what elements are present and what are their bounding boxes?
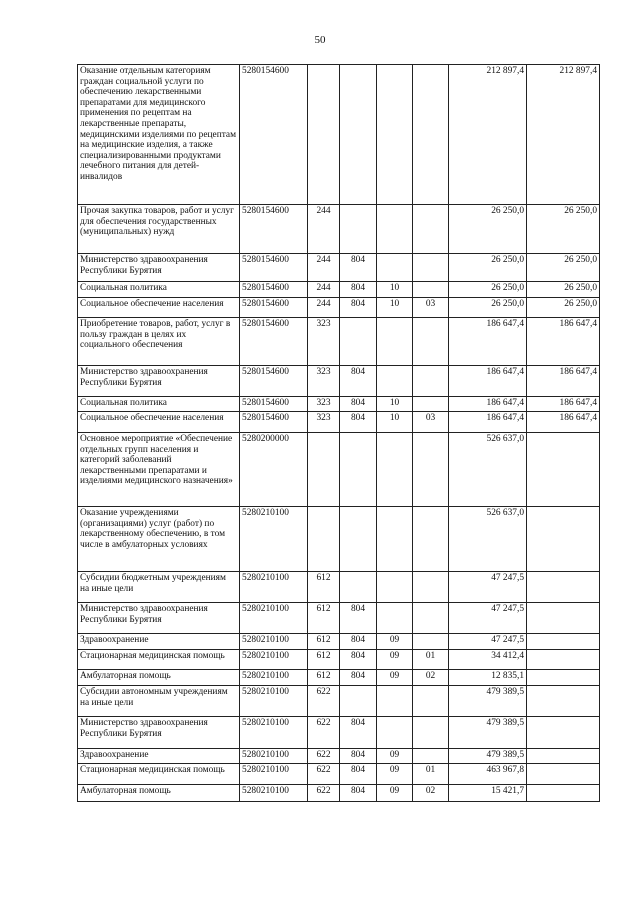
- administrator-code-cell: [340, 507, 377, 572]
- amount-cell-1: 34 412,4: [449, 650, 527, 670]
- expense-type-code-cell: [308, 507, 340, 572]
- row-name-cell: Амбулаторная помощь: [78, 785, 240, 802]
- amount-cell-1: 47 247,5: [449, 603, 527, 634]
- section-code-cell: 09: [377, 785, 413, 802]
- target-article-code-cell: 5280200000: [240, 433, 308, 507]
- table-row: [78, 282, 600, 298]
- amount-cell-1: 47 247,5: [449, 572, 527, 603]
- expense-type-code-cell: 622: [308, 764, 340, 785]
- expense-type-code-cell: 622: [308, 686, 340, 717]
- administrator-code-cell: 804: [340, 254, 377, 282]
- row-name-cell: Стационарная медицинская помощь: [78, 650, 240, 670]
- subsection-code-cell: [413, 686, 449, 717]
- row-name-cell: Социальное обеспечение населения: [78, 298, 240, 318]
- row-name-cell: Министерство здравоохранения Республики Бурятия: [78, 603, 240, 634]
- target-article-code-cell: 5280154600: [240, 65, 308, 205]
- section-code-cell: [377, 205, 413, 254]
- administrator-code-cell: 804: [340, 634, 377, 650]
- administrator-code-cell: 804: [340, 282, 377, 298]
- expense-type-code-cell: [308, 65, 340, 205]
- table-row: [78, 433, 600, 507]
- amount-cell-2: [527, 686, 600, 717]
- subsection-code-cell: [413, 507, 449, 572]
- expense-type-code-cell: 622: [308, 717, 340, 749]
- amount-cell-1: 26 250,0: [449, 254, 527, 282]
- subsection-code-cell: 02: [413, 670, 449, 686]
- expense-type-code-cell: 244: [308, 282, 340, 298]
- administrator-code-cell: 804: [340, 298, 377, 318]
- expense-type-code-cell: 244: [308, 298, 340, 318]
- expense-type-code-cell: 612: [308, 603, 340, 634]
- amount-cell-2: [527, 634, 600, 650]
- target-article-code-cell: 5280154600: [240, 298, 308, 318]
- subsection-code-cell: [413, 749, 449, 764]
- amount-cell-2: 26 250,0: [527, 282, 600, 298]
- amount-cell-1: 479 389,5: [449, 686, 527, 717]
- amount-cell-2: [527, 507, 600, 572]
- table-row: [78, 507, 600, 572]
- row-name-cell: Здравоохранение: [78, 749, 240, 764]
- table-row: [78, 634, 600, 650]
- expense-type-code-cell: 244: [308, 254, 340, 282]
- section-code-cell: 10: [377, 298, 413, 318]
- administrator-code-cell: 804: [340, 749, 377, 764]
- administrator-code-cell: 804: [340, 670, 377, 686]
- amount-cell-2: 26 250,0: [527, 205, 600, 254]
- expense-type-code-cell: 323: [308, 412, 340, 433]
- subsection-code-cell: [413, 603, 449, 634]
- target-article-code-cell: 5280210100: [240, 764, 308, 785]
- subsection-code-cell: 03: [413, 298, 449, 318]
- administrator-code-cell: [340, 572, 377, 603]
- expense-type-code-cell: 323: [308, 318, 340, 366]
- administrator-code-cell: 804: [340, 764, 377, 785]
- administrator-code-cell: 804: [340, 603, 377, 634]
- subsection-code-cell: [413, 254, 449, 282]
- expense-type-code-cell: 612: [308, 572, 340, 603]
- section-code-cell: [377, 572, 413, 603]
- amount-cell-2: 186 647,4: [527, 318, 600, 366]
- section-code-cell: 09: [377, 749, 413, 764]
- table-row: [78, 686, 600, 717]
- row-name-cell: Министерство здравоохранения Республики Бурятия: [78, 366, 240, 397]
- administrator-code-cell: [340, 433, 377, 507]
- target-article-code-cell: 5280154600: [240, 397, 308, 412]
- row-name-cell: Субсидии бюджетным учреждениям на иные цели: [78, 572, 240, 603]
- amount-cell-2: [527, 764, 600, 785]
- expense-type-code-cell: 622: [308, 785, 340, 802]
- table-row: [78, 397, 600, 412]
- amount-cell-1: 47 247,5: [449, 634, 527, 650]
- administrator-code-cell: [340, 65, 377, 205]
- subsection-code-cell: [413, 282, 449, 298]
- target-article-code-cell: 5280210100: [240, 717, 308, 749]
- amount-cell-2: 186 647,4: [527, 366, 600, 397]
- section-code-cell: [377, 603, 413, 634]
- table-row: [78, 749, 600, 764]
- administrator-code-cell: 804: [340, 397, 377, 412]
- table-row: [78, 764, 600, 785]
- expense-type-code-cell: 612: [308, 650, 340, 670]
- page-number: 50: [314, 34, 326, 46]
- administrator-code-cell: 804: [340, 785, 377, 802]
- amount-cell-1: 26 250,0: [449, 298, 527, 318]
- amount-cell-2: 26 250,0: [527, 298, 600, 318]
- section-code-cell: 09: [377, 764, 413, 785]
- target-article-code-cell: 5280210100: [240, 634, 308, 650]
- row-name-cell: Основное мероприятие «Обеспечение отдельных групп населения и категорий заболеваний лекарственными препаратами и изделиями медицинского назначения»: [78, 433, 240, 507]
- row-name-cell: Субсидии автономным учреждениям на иные цели: [78, 686, 240, 717]
- section-code-cell: [377, 254, 413, 282]
- administrator-code-cell: 804: [340, 412, 377, 433]
- amount-cell-2: [527, 749, 600, 764]
- table-row: [78, 603, 600, 634]
- expense-type-code-cell: 612: [308, 634, 340, 650]
- subsection-code-cell: 01: [413, 764, 449, 785]
- amount-cell-1: 186 647,4: [449, 397, 527, 412]
- target-article-code-cell: 5280154600: [240, 254, 308, 282]
- amount-cell-2: 26 250,0: [527, 254, 600, 282]
- target-article-code-cell: 5280154600: [240, 318, 308, 366]
- administrator-code-cell: [340, 205, 377, 254]
- target-article-code-cell: 5280210100: [240, 670, 308, 686]
- section-code-cell: [377, 65, 413, 205]
- amount-cell-2: [527, 433, 600, 507]
- subsection-code-cell: 03: [413, 412, 449, 433]
- expense-type-code-cell: 323: [308, 397, 340, 412]
- target-article-code-cell: 5280210100: [240, 785, 308, 802]
- administrator-code-cell: [340, 318, 377, 366]
- expense-type-code-cell: 323: [308, 366, 340, 397]
- section-code-cell: [377, 717, 413, 749]
- amount-cell-1: 186 647,4: [449, 366, 527, 397]
- amount-cell-1: 26 250,0: [449, 205, 527, 254]
- amount-cell-1: 212 897,4: [449, 65, 527, 205]
- target-article-code-cell: 5280210100: [240, 749, 308, 764]
- section-code-cell: [377, 318, 413, 366]
- amount-cell-2: 212 897,4: [527, 65, 600, 205]
- table-row: [78, 785, 600, 802]
- amount-cell-2: [527, 603, 600, 634]
- administrator-code-cell: 804: [340, 650, 377, 670]
- amount-cell-2: 186 647,4: [527, 412, 600, 433]
- subsection-code-cell: [413, 634, 449, 650]
- row-name-cell: Социальная политика: [78, 282, 240, 298]
- section-code-cell: 10: [377, 412, 413, 433]
- row-name-cell: Оказание отдельным категориям граждан социальной услуги по обеспечению лекарственными препаратами для медицинского применения по рецептам на лекарственные препараты, медицинскими изделиями по рецептам на медицинские изделия, а также специализированными продуктами лечебного питания для детей-инвалидов: [78, 65, 240, 205]
- section-code-cell: [377, 507, 413, 572]
- amount-cell-1: 526 637,0: [449, 507, 527, 572]
- subsection-code-cell: [413, 205, 449, 254]
- table-row: [78, 650, 600, 670]
- target-article-code-cell: 5280154600: [240, 205, 308, 254]
- table-row: [78, 298, 600, 318]
- row-name-cell: Прочая закупка товаров, работ и услуг для обеспечения государственных (муниципальных) нужд: [78, 205, 240, 254]
- amount-cell-2: [527, 572, 600, 603]
- row-name-cell: Министерство здравоохранения Республики Бурятия: [78, 254, 240, 282]
- amount-cell-1: 186 647,4: [449, 412, 527, 433]
- amount-cell-2: [527, 785, 600, 802]
- section-code-cell: 09: [377, 634, 413, 650]
- expense-type-code-cell: 622: [308, 749, 340, 764]
- row-name-cell: Оказание учреждениями (организациями) услуг (работ) по лекарственному обеспечению, в том числе в амбулаторных условиях: [78, 507, 240, 572]
- subsection-code-cell: 01: [413, 650, 449, 670]
- subsection-code-cell: [413, 572, 449, 603]
- table-row: [78, 205, 600, 254]
- table-row: [78, 366, 600, 397]
- subsection-code-cell: [413, 318, 449, 366]
- amount-cell-1: 463 967,8: [449, 764, 527, 785]
- target-article-code-cell: 5280154600: [240, 412, 308, 433]
- table-row: [78, 670, 600, 686]
- amount-cell-2: [527, 650, 600, 670]
- amount-cell-2: 186 647,4: [527, 397, 600, 412]
- amount-cell-1: 479 389,5: [449, 749, 527, 764]
- subsection-code-cell: [413, 366, 449, 397]
- row-name-cell: Социальное обеспечение населения: [78, 412, 240, 433]
- subsection-code-cell: [413, 717, 449, 749]
- section-code-cell: 09: [377, 650, 413, 670]
- budget-table: [77, 64, 600, 802]
- amount-cell-2: [527, 717, 600, 749]
- row-name-cell: Социальная политика: [78, 397, 240, 412]
- row-name-cell: Здравоохранение: [78, 634, 240, 650]
- target-article-code-cell: 5280210100: [240, 507, 308, 572]
- amount-cell-1: 12 835,1: [449, 670, 527, 686]
- amount-cell-1: 186 647,4: [449, 318, 527, 366]
- amount-cell-1: 26 250,0: [449, 282, 527, 298]
- expense-type-code-cell: 612: [308, 670, 340, 686]
- table-row: [78, 572, 600, 603]
- expense-type-code-cell: 244: [308, 205, 340, 254]
- section-code-cell: [377, 686, 413, 717]
- table-row: [78, 254, 600, 282]
- target-article-code-cell: 5280210100: [240, 686, 308, 717]
- row-name-cell: Стационарная медицинская помощь: [78, 764, 240, 785]
- amount-cell-1: 526 637,0: [449, 433, 527, 507]
- expense-type-code-cell: [308, 433, 340, 507]
- row-name-cell: Приобретение товаров, работ, услуг в пользу граждан в целях их социального обеспечения: [78, 318, 240, 366]
- target-article-code-cell: 5280210100: [240, 650, 308, 670]
- administrator-code-cell: [340, 686, 377, 717]
- table-row: [78, 412, 600, 433]
- administrator-code-cell: 804: [340, 717, 377, 749]
- target-article-code-cell: 5280154600: [240, 366, 308, 397]
- subsection-code-cell: 02: [413, 785, 449, 802]
- target-article-code-cell: 5280154600: [240, 282, 308, 298]
- administrator-code-cell: 804: [340, 366, 377, 397]
- subsection-code-cell: [413, 433, 449, 507]
- target-article-code-cell: 5280210100: [240, 603, 308, 634]
- section-code-cell: 09: [377, 670, 413, 686]
- subsection-code-cell: [413, 397, 449, 412]
- target-article-code-cell: 5280210100: [240, 572, 308, 603]
- row-name-cell: Амбулаторная помощь: [78, 670, 240, 686]
- row-name-cell: Министерство здравоохранения Республики Бурятия: [78, 717, 240, 749]
- section-code-cell: [377, 433, 413, 507]
- amount-cell-2: [527, 670, 600, 686]
- section-code-cell: 10: [377, 397, 413, 412]
- table-row: [78, 717, 600, 749]
- table-row: [78, 65, 600, 205]
- section-code-cell: 10: [377, 282, 413, 298]
- table-row: [78, 318, 600, 366]
- section-code-cell: [377, 366, 413, 397]
- amount-cell-1: 15 421,7: [449, 785, 527, 802]
- subsection-code-cell: [413, 65, 449, 205]
- amount-cell-1: 479 389,5: [449, 717, 527, 749]
